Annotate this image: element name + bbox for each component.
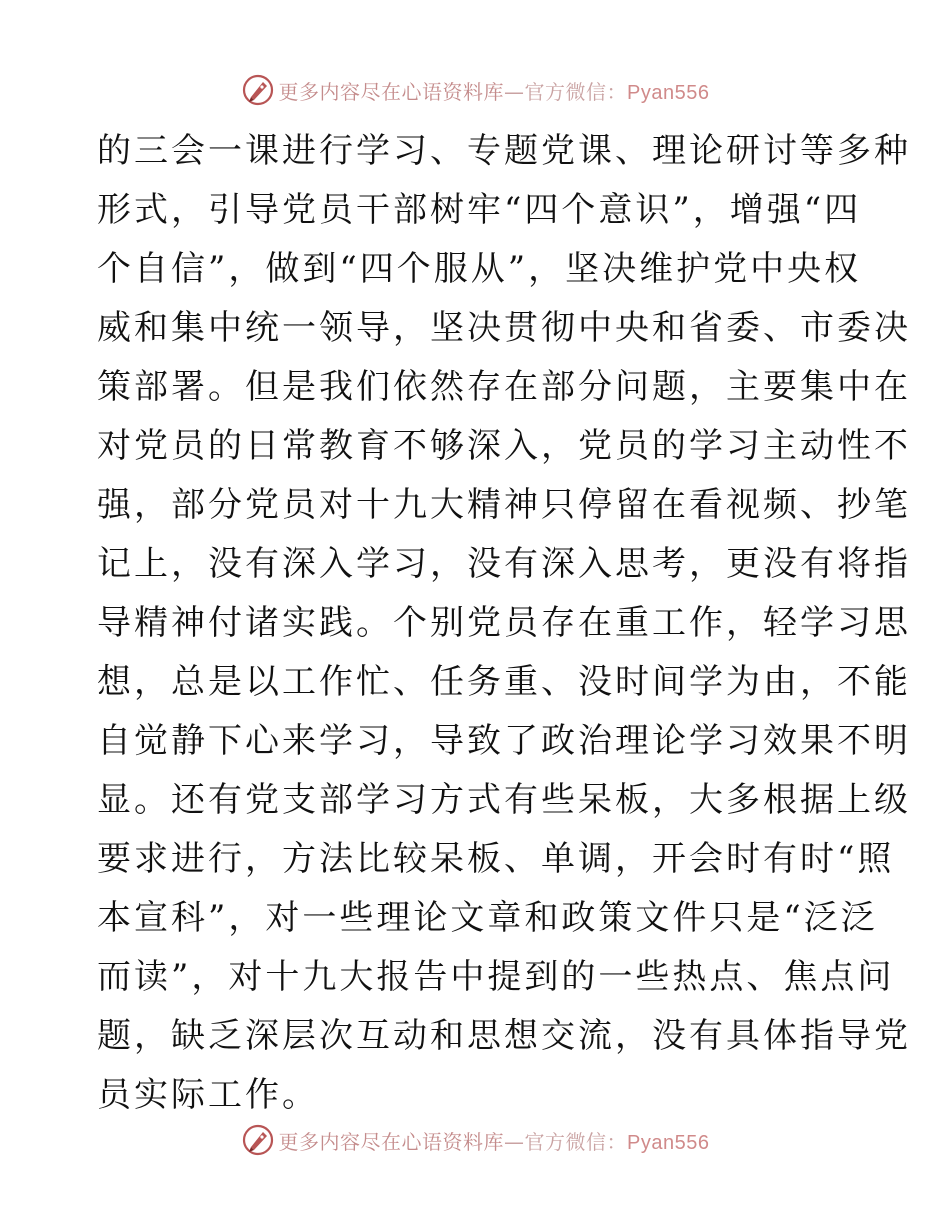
watermark-main: 更多内容尽在心语资料库 (278, 79, 505, 104)
footer-watermark (0, 1120, 950, 1160)
paragraph-line: 自觉静下心来学习，导致了政治理论学习效果不明 (97, 721, 911, 761)
paragraph-line: 本宣科”，对一些理论文章和政策文件只是“泛泛 (97, 898, 878, 938)
paragraph-line: 员实际工作。 (97, 1075, 319, 1115)
paragraph-line: 题，缺乏深层次互动和思想交流，没有具体指导党 (97, 1016, 911, 1056)
watermark-id: Pyan556 (627, 81, 710, 104)
paragraph-line: 强，部分党员对十九大精神只停留在看视频、抄笔 (97, 485, 911, 525)
paragraph-line: 形式，引导党员干部树牢“四个意识”，增强“四 (97, 190, 862, 230)
watermark-text (279, 1126, 710, 1155)
watermark-label: 官方微信： (524, 79, 628, 104)
pen-nib-logo-icon (241, 1123, 275, 1157)
header-watermark (0, 70, 950, 110)
document-body (97, 122, 911, 1125)
paragraph-line: 个自信”，做到“四个服从”，坚决维护党中央权 (97, 249, 862, 289)
paragraph-line: 要求进行，方法比较呆板、单调，开会时有时“照 (97, 839, 895, 879)
watermark-dash: — (504, 1129, 525, 1154)
paragraph-line: 而读”，对十九大报告中提到的一些热点、焦点问 (97, 957, 895, 997)
pen-nib-logo-icon (241, 73, 275, 107)
paragraph-line: 记上，没有深入学习，没有深入思考，更没有将指 (97, 544, 911, 584)
paragraph-line: 显。还有党支部学习方式有些呆板，大多根据上级 (97, 780, 911, 820)
watermark-id: Pyan556 (627, 1131, 710, 1154)
paragraph-line: 的三会一课进行学习、专题党课、理论研讨等多种 (97, 131, 911, 171)
paragraph-line: 导精神付诸实践。个别党员存在重工作，轻学习思 (97, 603, 911, 643)
watermark-text (279, 76, 710, 105)
paragraph-line: 策部署。但是我们依然存在部分问题，主要集中在 (97, 367, 911, 407)
watermark-main: 更多内容尽在心语资料库 (278, 1129, 505, 1154)
watermark-dash: — (504, 79, 525, 104)
paragraph-line: 想，总是以工作忙、任务重、没时间学为由，不能 (97, 662, 911, 702)
watermark-label: 官方微信： (524, 1129, 628, 1154)
paragraph-line: 对党员的日常教育不够深入，党员的学习主动性不 (97, 426, 911, 466)
paragraph-line: 威和集中统一领导，坚决贯彻中央和省委、市委决 (97, 308, 911, 348)
